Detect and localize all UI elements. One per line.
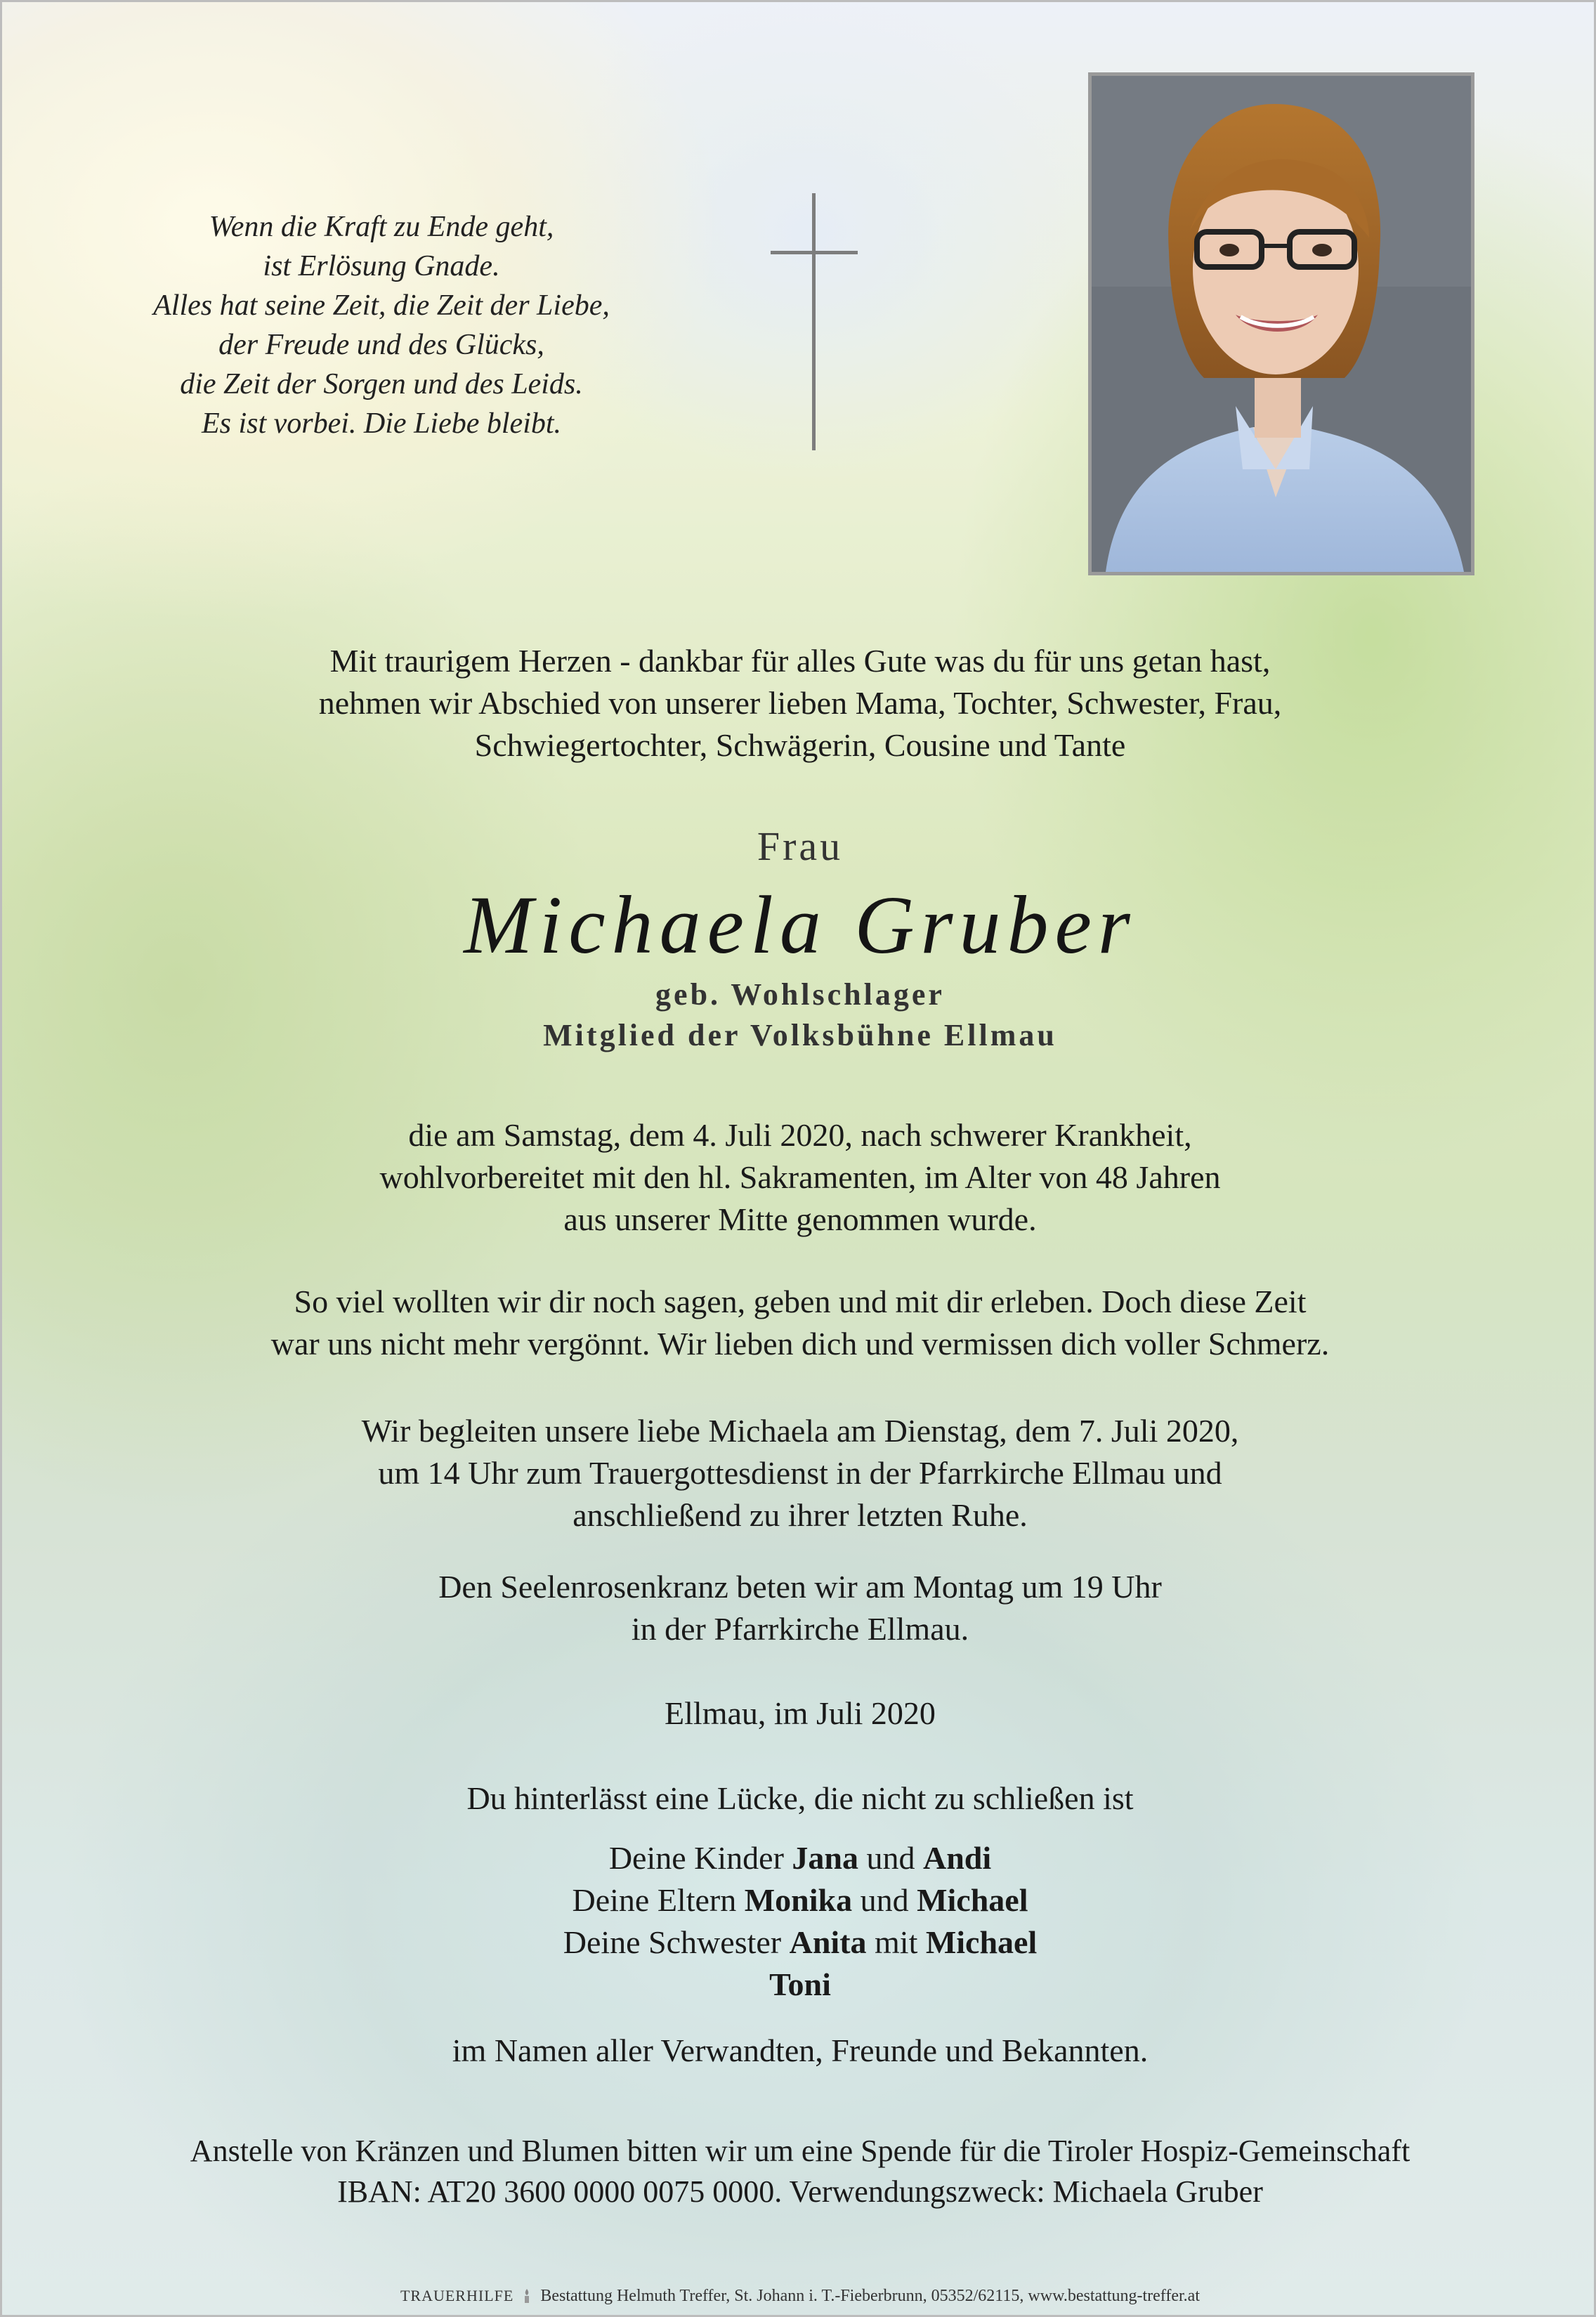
intro-text	[2, 640, 1596, 766]
family-member: Michael	[925, 1924, 1038, 1960]
death-notice-line: die am Samstag, dem 4. Juli 2020, nach schwerer Krankheit,	[408, 1117, 1192, 1153]
salutation: Frau	[757, 823, 844, 869]
death-notice	[2, 1114, 1596, 1241]
footer-text: Bestattung Helmuth Treffer, St. Johann i. T.-Fieberbrunn, 05352/62115, www.bestattung-treffer.at	[540, 2287, 1200, 2305]
intro-line: nehmen wir Abschied von unserer lieben Mama, Tochter, Schwester, Frau,	[318, 685, 1282, 721]
motto-line: ist Erlösung Gnade.	[263, 250, 500, 282]
gap-line: Du hinterlässt eine Lücke, die nicht zu schließen ist	[466, 1780, 1134, 1816]
rosary-info	[2, 1566, 1596, 1650]
cross-icon	[771, 193, 858, 450]
funeral-line: anschließend zu ihrer letzten Ruhe.	[573, 1497, 1028, 1533]
footer-brand: TRAUERHILFE	[400, 2287, 514, 2304]
family-prefix: Deine Kinder	[608, 1840, 784, 1876]
funeral-line: um 14 Uhr zum Trauergottesdienst in der Pfarrkirche Ellmau und	[378, 1455, 1222, 1491]
footer	[2, 2287, 1596, 2306]
family-parents	[2, 1879, 1596, 1921]
family-member: Toni	[769, 1966, 831, 2002]
farewell-text	[2, 1281, 1596, 1365]
family-member: Anita	[789, 1924, 867, 1960]
death-notice-line: aus unserer Mitte genommen wurde.	[563, 1201, 1037, 1237]
farewell-line: So viel wollten wir dir noch sagen, geben und mit dir erleben. Doch diese Zeit	[294, 1284, 1307, 1319]
portrait-illustration	[1092, 76, 1471, 572]
donation-line: Anstelle von Kränzen und Blumen bitten wir um eine Spende für die Tiroler Hospiz-Gemeinschaft	[190, 2134, 1411, 2168]
deceased-name: Michaela Gruber	[464, 879, 1137, 971]
family-member: Monika	[744, 1882, 853, 1918]
funeral-line: Wir begleiten unsere liebe Michaela am Dienstag, dem 7. Juli 2020,	[361, 1413, 1239, 1449]
intro-line: Mit traurigem Herzen - dankbar für alles Gute was du für uns getan hast,	[329, 643, 1271, 679]
closing-line: im Namen aller Verwandten, Freunde und Bekannten.	[452, 2032, 1149, 2068]
motto-verse	[86, 207, 676, 443]
donation-info	[2, 2131, 1596, 2212]
membership: Mitglied der Volksbühne Ellmau	[543, 1018, 1057, 1052]
motto-line: der Freude und des Glücks,	[218, 329, 544, 361]
family-list	[2, 1837, 1596, 2006]
motto-line: die Zeit der Sorgen und des Leids.	[180, 368, 583, 400]
family-member: Michael	[917, 1882, 1028, 1918]
family-conjunction: und	[860, 1882, 909, 1918]
rosary-line: in der Pfarrkirche Ellmau.	[631, 1611, 969, 1647]
portrait-photo	[1088, 72, 1474, 575]
family-prefix: Deine Schwester	[563, 1924, 782, 1960]
funeral-info	[2, 1410, 1596, 1536]
family-children	[2, 1837, 1596, 1879]
maiden-name: geb. Wohlschlager	[655, 977, 945, 1012]
motto-line: Es ist vorbei. Die Liebe bleibt.	[201, 407, 562, 440]
death-notice-line: wohlvorbereitet mit den hl. Sakramenten, im Alter von 48 Jahren	[379, 1159, 1221, 1195]
donation-line: IBAN: AT20 3600 0000 0075 0000. Verwendungszweck: Michaela Gruber	[337, 2174, 1263, 2209]
family-member: Jana	[792, 1840, 858, 1876]
family-husband	[2, 1964, 1596, 2006]
motto-line: Alles hat seine Zeit, die Zeit der Liebe,	[153, 289, 610, 322]
rosary-line: Den Seelenrosenkranz beten wir am Montag um 19 Uhr	[438, 1569, 1162, 1605]
family-sister	[2, 1921, 1596, 1964]
deceased-details	[2, 974, 1596, 1056]
family-member: Andi	[923, 1840, 992, 1876]
family-conjunction: mit	[875, 1924, 918, 1960]
place-date: Ellmau, im Juli 2020	[665, 1695, 936, 1731]
candle-icon	[522, 2288, 532, 2304]
intro-line: Schwiegertochter, Schwägerin, Cousine und Tante	[474, 727, 1126, 763]
motto-line: Wenn die Kraft zu Ende geht,	[209, 211, 554, 243]
family-prefix: Deine Eltern	[572, 1882, 737, 1918]
farewell-line: war uns nicht mehr vergönnt. Wir lieben dich und vermissen dich voller Schmerz.	[270, 1326, 1330, 1362]
family-conjunction: und	[866, 1840, 915, 1876]
